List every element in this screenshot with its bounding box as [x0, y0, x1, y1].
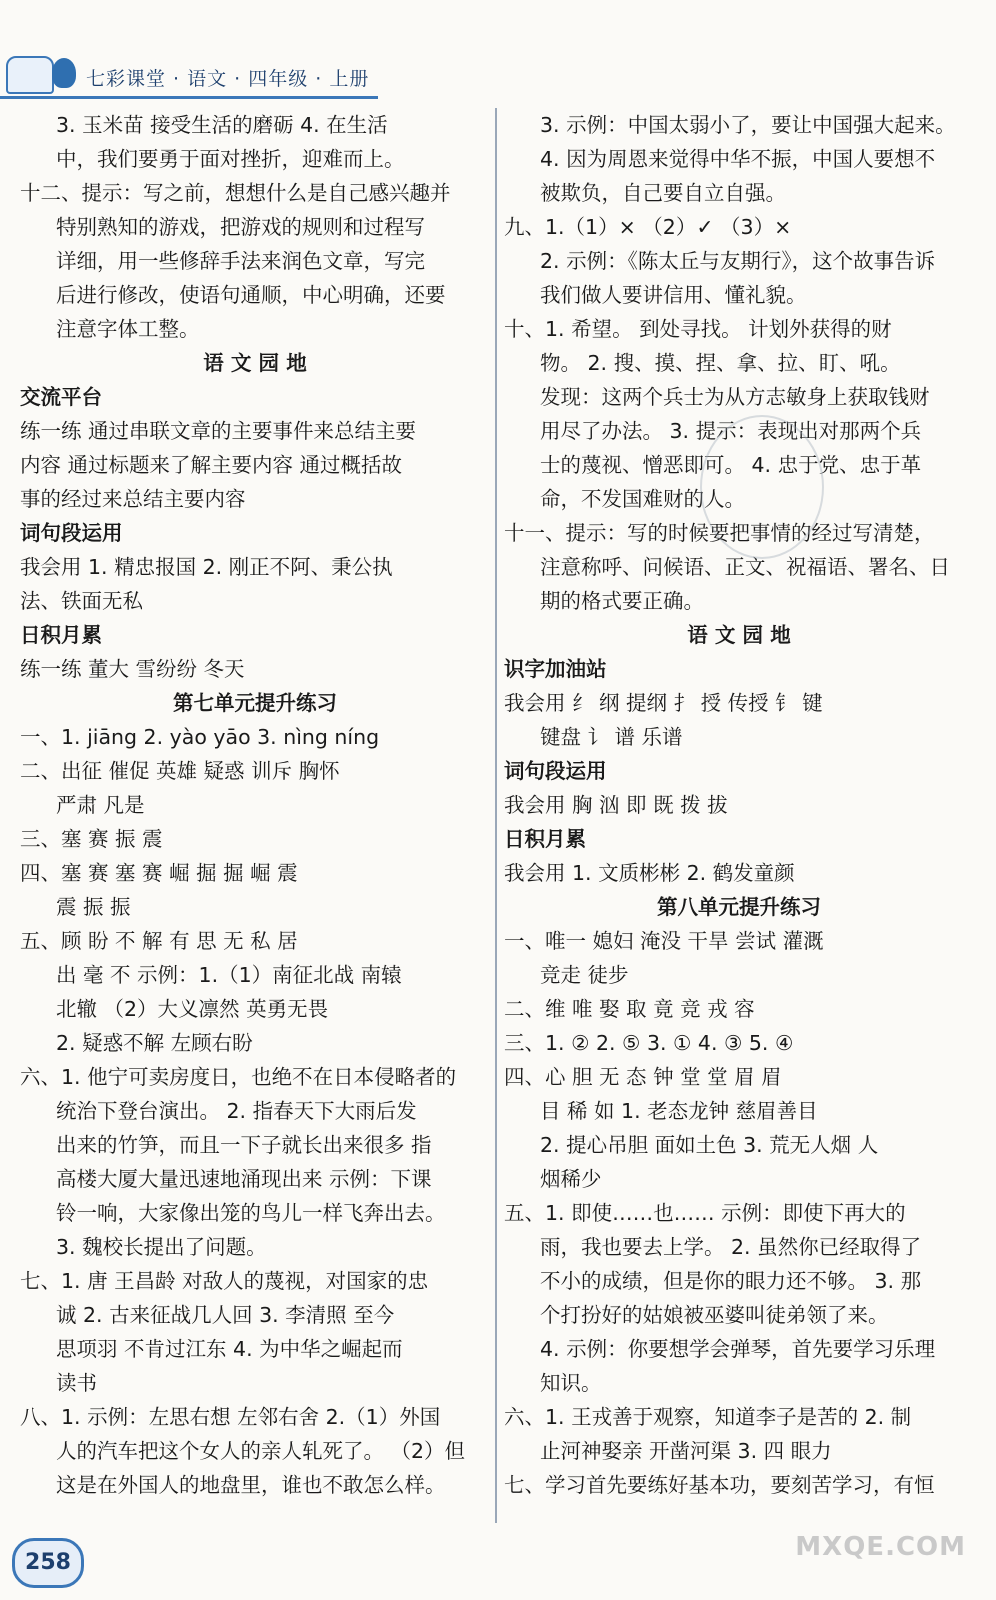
text-line: 命，不发国难财的人。 [540, 487, 745, 511]
text-line: 第七单元提升练习 [173, 691, 337, 715]
text-line: 出来的竹笋，而且一下子就长出来很多 指 [56, 1133, 432, 1157]
text-line: 词句段运用 [20, 521, 123, 545]
header-rule [0, 96, 378, 99]
text-line: 四、塞 赛 塞 赛 崛 掘 掘 崛 震 [20, 861, 298, 885]
text-line: 详细，用一些修辞手法来润色文章，写完 [56, 249, 425, 273]
text-line: 士的蔑视、憎恶即可。 4. 忠于党、忠于革 [540, 453, 922, 477]
text-line: 键盘 讠 谱 乐谱 [540, 725, 683, 749]
text-line: 四、心 胆 无 态 钟 堂 堂 眉 眉 [504, 1065, 782, 1089]
text-line: 第八单元提升练习 [657, 895, 821, 919]
text-line: 止河神娶亲 开凿河渠 3. 四 眼力 [540, 1439, 832, 1463]
right-column [504, 108, 974, 1502]
text-line: 读书 [56, 1371, 97, 1395]
text-line: 注意字体工整。 [56, 317, 200, 341]
text-line: 用尽了办法。 3. 提示：表现出对那两个兵 [540, 419, 922, 443]
text-line: 震 振 振 [56, 895, 131, 919]
text-line: 一、唯一 媳妇 淹没 干旱 尝试 灌溉 [504, 929, 824, 953]
text-line: 五、顾 盼 不 解 有 思 无 私 居 [20, 929, 298, 953]
text-line: 三、1. ② 2. ⑤ 3. ① 4. ③ 5. ④ [504, 1031, 794, 1055]
text-line: 2. 提心吊胆 面如土色 3. 荒无人烟 人 [540, 1133, 879, 1157]
page-header [0, 52, 380, 98]
text-line: 词句段运用 [504, 759, 607, 783]
text-line: 十、1. 希望。 到处寻找。 计划外获得的财 [504, 317, 892, 341]
text-line: 烟稀少 [540, 1167, 602, 1191]
text-line: 语 文 园 地 [203, 351, 307, 375]
bird-mascot-icon [52, 58, 76, 88]
text-line: 雨，我也要去上学。 2. 虽然你已经取得了 [540, 1235, 922, 1259]
text-line: 目 稀 如 1. 老态龙钟 慈眉善目 [540, 1099, 818, 1123]
text-line: 交流平台 [20, 385, 102, 409]
text-line: 事的经过来总结主要内容 [20, 487, 246, 511]
book-logo-icon [6, 56, 54, 94]
text-line: 发现：这两个兵士为从方志敏身上获取钱财 [540, 385, 930, 409]
text-line: 我会用 纟 纲 提纲 扌 授 传授 钅 键 [504, 691, 823, 715]
text-line: 知识。 [540, 1371, 602, 1395]
text-line: 4. 示例：你要想学会弹琴，首先要学习乐理 [540, 1337, 936, 1361]
text-line: 物。 2. 搜、摸、捏、拿、拉、盯、吼。 [540, 351, 901, 375]
left-column [20, 108, 490, 1502]
text-line: 个打扮好的姑娘被巫婆叫徒弟领了来。 [540, 1303, 889, 1327]
text-line: 3. 玉米苗 接受生活的磨砺 4. 在生活 [56, 113, 388, 137]
text-line: 内容 通过标题来了解主要内容 通过概括故 [20, 453, 403, 477]
text-line: 3. 示例：中国太弱小了，要让中国强大起来。 [540, 113, 956, 137]
text-line: 日积月累 [504, 827, 586, 851]
text-line: 铃一响，大家像出笼的鸟儿一样飞奔出去。 [56, 1201, 446, 1225]
text-line: 注意称呼、问候语、正文、祝福语、署名、日 [540, 555, 950, 579]
text-line: 诚 2. 古来征战几人回 3. 李清照 至今 [56, 1303, 395, 1327]
text-line: 练一练 通过串联文章的主要事件来总结主要 [20, 419, 417, 443]
column-divider [495, 108, 497, 1523]
text-line: 思项羽 不肯过江东 4. 为中华之崛起而 [56, 1337, 403, 1361]
text-line: 特别熟知的游戏，把游戏的规则和过程写 [56, 215, 425, 239]
text-line: 二、出征 催促 英雄 疑惑 训斥 胸怀 [20, 759, 340, 783]
text-line: 后进行修改，使语句通顺，中心明确，还要 [56, 283, 446, 307]
text-line: 练一练 董大 雪纷纷 冬天 [20, 657, 245, 681]
text-line: 九、1.（1）× （2）✓ （3）× [504, 215, 792, 239]
text-line: 不小的成绩，但是你的眼力还不够。 3. 那 [540, 1269, 922, 1293]
text-line: 我会用 1. 文质彬彬 2. 鹤发童颜 [504, 861, 795, 885]
text-line: 我会用 1. 精忠报国 2. 刚正不阿、秉公执 [20, 555, 393, 579]
page-number: 258 [12, 1538, 84, 1588]
text-line: 六、1. 他宁可卖房度日，也绝不在日本侵略者的 [20, 1065, 457, 1089]
text-line: 人的汽车把这个女人的亲人轧死了。 （2）但 [56, 1439, 466, 1463]
text-line: 被欺负，自己要自立自强。 [540, 181, 786, 205]
text-line: 十一、提示：写的时候要把事情的经过写清楚， [504, 521, 935, 545]
text-line: 2. 示例：《陈太丘与友期行》，这个故事告诉 [540, 249, 936, 273]
text-line: 2. 疑惑不解 左顾右盼 [56, 1031, 253, 1055]
text-line: 日积月累 [20, 623, 102, 647]
header-title: 七彩课堂 · 语文 · 四年级 · 上册 [86, 68, 370, 90]
text-line: 高楼大厦大量迅速地涌现出来 示例：下课 [56, 1167, 432, 1191]
text-line: 北辙 （2）大义凛然 英勇无畏 [56, 997, 329, 1021]
faint-stamp-icon [700, 415, 824, 559]
text-line: 我会用 胸 汹 即 既 拨 拔 [504, 793, 728, 817]
text-line: 七、学习首先要练好基本功，要刻苦学习，有恒 [504, 1473, 935, 1497]
text-line: 十二、提示：写之前，想想什么是自己感兴趣并 [20, 181, 451, 205]
text-line: 法、铁面无私 [20, 589, 143, 613]
text-line: 一、1. jiāng 2. yào yāo 3. nìng níng [20, 725, 380, 749]
text-line: 严肃 凡是 [56, 793, 145, 817]
text-line: 语 文 园 地 [687, 623, 791, 647]
text-line: 竞走 徒步 [540, 963, 629, 987]
text-line: 我们做人要讲信用、懂礼貌。 [540, 283, 807, 307]
watermark-text: MXQE.COM [795, 1532, 966, 1562]
text-line: 识字加油站 [504, 657, 607, 681]
text-line: 六、1. 王戎善于观察，知道李子是苦的 2. 制 [504, 1405, 912, 1429]
text-line: 中，我们要勇于面对挫折，迎难而上。 [56, 147, 405, 171]
text-line: 4. 因为周恩来觉得中华不振，中国人要想不 [540, 147, 936, 171]
text-line: 这是在外国人的地盘里，谁也不敢怎么样。 [56, 1473, 446, 1497]
text-line: 七、1. 唐 王昌龄 对敌人的蔑视，对国家的忠 [20, 1269, 429, 1293]
text-line: 3. 魏校长提出了问题。 [56, 1235, 267, 1259]
text-line: 五、1. 即使……也…… 示例：即使下再大的 [504, 1201, 906, 1225]
text-line: 期的格式要正确。 [540, 589, 704, 613]
text-line: 三、塞 赛 振 震 [20, 827, 163, 851]
text-line: 八、1. 示例：左思右想 左邻右舍 2.（1）外国 [20, 1405, 441, 1429]
text-line: 二、维 唯 娶 取 竟 竞 戎 容 [504, 997, 755, 1021]
text-line: 出 毫 不 示例：1.（1）南征北战 南辕 [56, 963, 402, 987]
text-line: 统治下登台演出。 2. 指春天下大雨后发 [56, 1099, 417, 1123]
